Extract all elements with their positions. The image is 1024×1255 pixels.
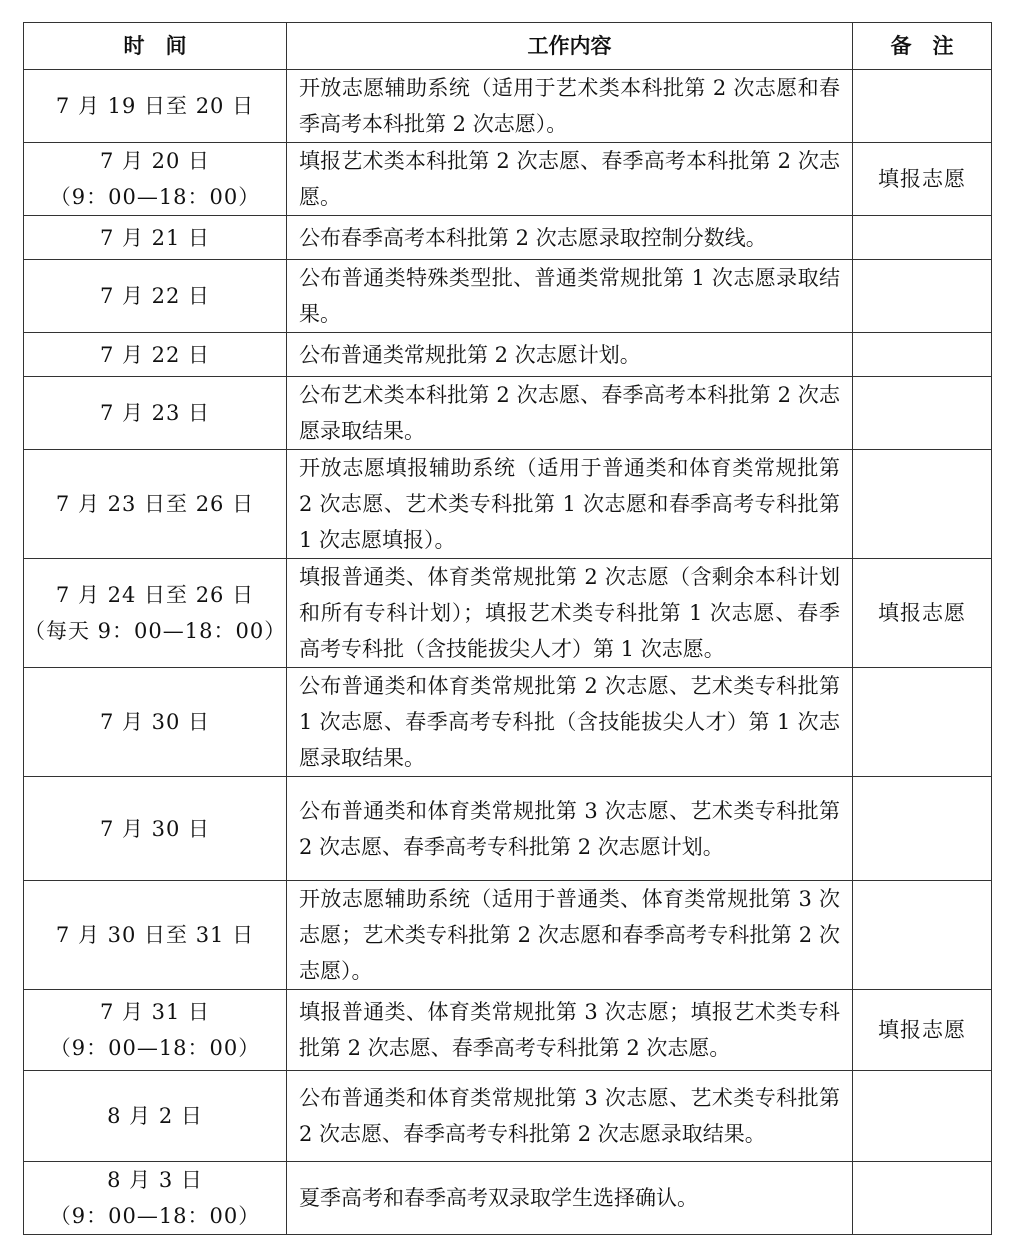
time-cell: 7 月 23 日至 26 日 (24, 450, 287, 559)
table-row (24, 881, 992, 990)
table-row (24, 143, 992, 216)
content-cell: 开放志愿填报辅助系统（适用于普通类和体育类常规批第 2 次志愿、艺术类专科批第 1 次志愿和春季高考专科批第 1 次志愿填报）。 (287, 450, 853, 559)
note-cell (853, 333, 992, 377)
header-row (24, 23, 992, 70)
note-cell (853, 377, 992, 450)
time-cell: 7 月 30 日 (24, 777, 287, 881)
content-cell: 公布普通类常规批第 2 次志愿计划。 (287, 333, 853, 377)
table-row (24, 450, 992, 559)
content-cell: 公布普通类和体育类常规批第 3 次志愿、艺术类专科批第 2 次志愿、春季高考专科批第 2 次志愿计划。 (287, 777, 853, 881)
content-cell: 公布普通类和体育类常规批第 2 次志愿、艺术类专科批第 1 次志愿、春季高考专科批（含技能拔尖人才）第 1 次志愿录取结果。 (287, 668, 853, 777)
content-cell: 填报普通类、体育类常规批第 3 次志愿；填报艺术类专科批第 2 次志愿、春季高考专科批第 2 次志愿。 (287, 990, 853, 1071)
note-cell (853, 216, 992, 260)
note-cell (853, 668, 992, 777)
note-cell: 填报志愿 (853, 559, 992, 668)
content-cell: 填报艺术类本科批第 2 次志愿、春季高考本科批第 2 次志愿。 (287, 143, 853, 216)
note-cell (853, 260, 992, 333)
time-cell: 7 月 19 日至 20 日 (24, 70, 287, 143)
time-cell: 7 月 21 日 (24, 216, 287, 260)
table-row (24, 1162, 992, 1235)
schedule-table (23, 22, 992, 1235)
content-cell: 开放志愿辅助系统（适用于普通类、体育类常规批第 3 次志愿；艺术类专科批第 2 次志愿和春季高考专科批第 2 次志愿）。 (287, 881, 853, 990)
note-cell (853, 1071, 992, 1162)
table-row (24, 777, 992, 881)
time-cell: 7 月 22 日 (24, 260, 287, 333)
content-cell: 填报普通类、体育类常规批第 2 次志愿（含剩余本科计划和所有专科计划）；填报艺术类专科批第 1 次志愿、春季高考专科批（含技能拔尖人才）第 1 次志愿。 (287, 559, 853, 668)
time-cell: 7 月 30 日至 31 日 (24, 881, 287, 990)
table-row (24, 559, 992, 668)
note-cell: 填报志愿 (853, 990, 992, 1071)
table-row (24, 377, 992, 450)
note-cell (853, 777, 992, 881)
header-time: 时 间 (24, 23, 287, 70)
table-row (24, 260, 992, 333)
time-cell: 7 月 31 日 （9：00—18：00） (24, 990, 287, 1071)
note-cell: 填报志愿 (853, 143, 992, 216)
header-note: 备 注 (853, 23, 992, 70)
content-cell: 开放志愿辅助系统（适用于艺术类本科批第 2 次志愿和春季高考本科批第 2 次志愿）。 (287, 70, 853, 143)
content-cell: 夏季高考和春季高考双录取学生选择确认。 (287, 1162, 853, 1235)
note-cell (853, 70, 992, 143)
content-cell: 公布春季高考本科批第 2 次志愿录取控制分数线。 (287, 216, 853, 260)
time-cell: 7 月 23 日 (24, 377, 287, 450)
content-cell: 公布普通类特殊类型批、普通类常规批第 1 次志愿录取结果。 (287, 260, 853, 333)
table-row (24, 333, 992, 377)
table-row (24, 668, 992, 777)
note-cell (853, 1162, 992, 1235)
note-cell (853, 881, 992, 990)
time-cell: 7 月 20 日 （9：00—18：00） (24, 143, 287, 216)
table-row (24, 1071, 992, 1162)
time-cell: 7 月 22 日 (24, 333, 287, 377)
time-cell: 7 月 24 日至 26 日 （每天 9：00—18：00） (24, 559, 287, 668)
time-cell: 8 月 2 日 (24, 1071, 287, 1162)
content-cell: 公布普通类和体育类常规批第 3 次志愿、艺术类专科批第 2 次志愿、春季高考专科批第 2 次志愿录取结果。 (287, 1071, 853, 1162)
content-cell: 公布艺术类本科批第 2 次志愿、春季高考本科批第 2 次志愿录取结果。 (287, 377, 853, 450)
note-cell (853, 450, 992, 559)
header-content: 工作内容 (287, 23, 853, 70)
table-row (24, 216, 992, 260)
table-row (24, 70, 992, 143)
time-cell: 7 月 30 日 (24, 668, 287, 777)
time-cell: 8 月 3 日 （9：00—18：00） (24, 1162, 287, 1235)
table-row (24, 990, 992, 1071)
